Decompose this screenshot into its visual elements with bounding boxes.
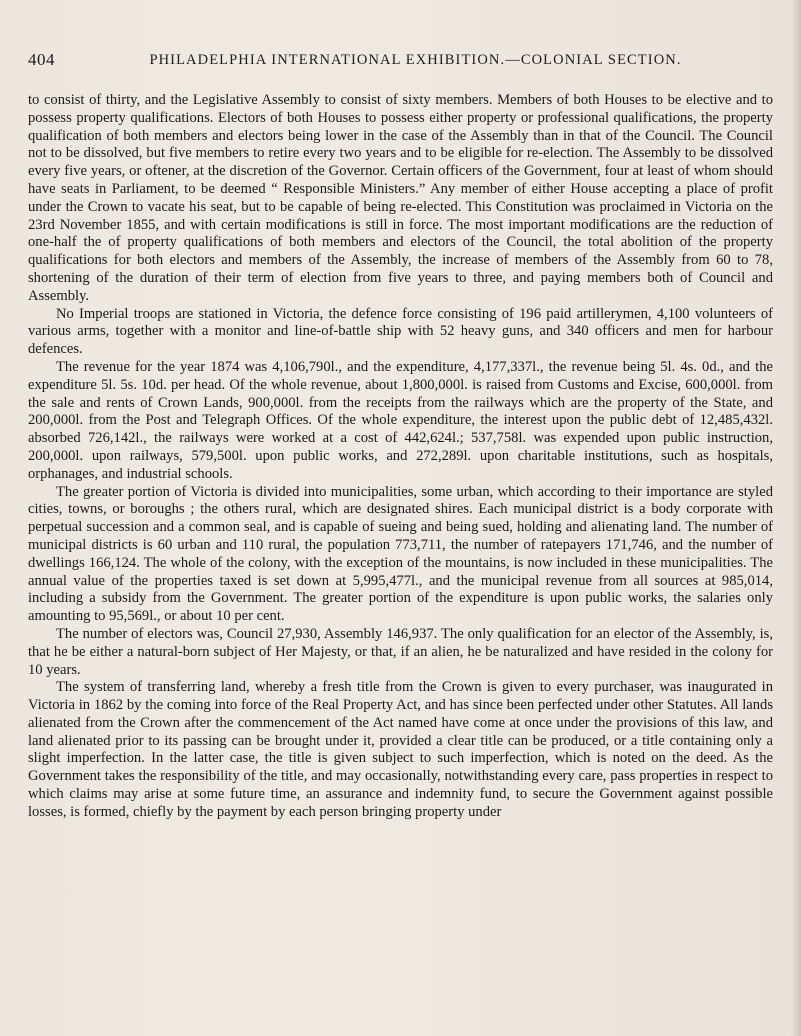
paragraph-revenue: The revenue for the year 1874 was 4,106,790l., and the expenditure, 4,177,337l., the revenue being 5l. 4s. 0d., and the expenditure 5l. 5s. 10d. per head. Of the whole revenue, about 1,800,000l. is raised from Customs and Excise, 600,000l. from the sale and rents of Crown Lands, 900,000l. from the receipts from the railways which are the property of the State, and 200,000l. from the Post and Telegraph Offices. Of the whole expenditure, the interest upon the public debt of 12,485,432l. absorbed 726,142l., the railways were worked at a cost of 442,624l.; 537,758l. was expended upon public instruction, 200,000l. upon railways, 579,500l. upon public works, and 272,289l. upon charitable institutions, such as hospitals, orphanages, and industrial schools. (28, 358, 773, 482)
running-head (28, 50, 773, 74)
running-head-title: PHILADELPHIA INTERNATIONAL EXHIBITION.—COLONIAL SECTION. (149, 52, 682, 68)
paragraph-land-transfer: The system of transferring land, whereby a fresh title from the Crown is given to every purchaser, was inaugurated in Victoria in 1862 by the coming into force of the Real Property Act, and has since been perfected under other Statutes. All lands alienated from the Crown after the commencement of the Act named have come at once under the provisions of this law, and land alienated prior to its passing can be brought under it, provided a clear title can be produced, or a title containing only a slight imperfection. In the latter case, the title is given subject to such imperfection, which is noted on the deed. As the Government takes the responsibility of the title, and may occasionally, notwithstanding every care, pass properties in respect to which claims may arise at some future time, an assurance and indemnity fund, to secure the Government against possible losses, is formed, chiefly by the payment by each person bringing property under (28, 679, 773, 820)
paragraph-defence: No Imperial troops are stationed in Victoria, the defence force consisting of 196 paid artillerymen, 4,100 volunteers of various arms, together with a monitor and line-of-battle ship with 52 heavy guns, and 340 officers and men for harbour defences. (28, 305, 773, 358)
paragraph-electors: The number of electors was, Council 27,930, Assembly 146,937. The only qualification for an elector of the Assembly, is, that he be either a natural-born subject of Her Majesty, or that, if an alien, he be naturalized and have resided in the colony for 10 years. (28, 625, 773, 678)
paragraph-municipalities: The greater portion of Victoria is divided into municipalities, some urban, which according to their importance are styled cities, towns, or boroughs ; the others rural, which are designated shires. Each municipal district is a body corporate with perpetual succession and a common seal, and is capable of sueing and being sued, holding and alienating land. The number of municipal districts is 60 urban and 110 rural, the population 773,711, the number of ratepayers 171,746, and the number of dwellings 166,124. The whole of the colony, with the exception of the mountains, is now included in these municipalities. The annual value of the properties taxed is set down at 5,995,477l., and the municipal revenue from all sources at 985,014, including a subsidy from the Government. The greater portion of the expenditure is upon public works, the salaries only amounting to 95,569l., or about 10 per cent. (28, 483, 773, 625)
paragraph-constitution: to consist of thirty, and the Legislative Assembly to consist of sixty members. Members of both Houses to be elective and to possess property qualifications. Electors of both Houses to possess either property or professional qualifications, the property qualification of both members and electors being lower in the case of the Assembly than in that of the Council. The Council not to be dissolved, but five members to retire every two years and to be eligible for re-election. The Assembly to be dissolved every five years, or oftener, at the discretion of the Governor. Certain officers of the Government, four at least of whom should have seats in Parliament, to be deemed “ Responsible Ministers.” Any member of either House accepting a place of profit under the Crown to vacate his seat, but to be capable of being re-elected. This Constitution was proclaimed in Victoria on the 23rd November 1855, and with certain modifications is still in force. The most important modifications are the reduction of one-half the of property qualifications of both members and electors of the Council, the total abolition of the property qualifications for both electors and members of the Assembly, the increase of members of the Assembly from 60 to 78, shortening of the duration of their term of election from five years to three, and paying members both of Council and Assembly. (28, 92, 773, 304)
page-number: 404 (28, 50, 55, 69)
body-text (28, 92, 773, 822)
page-edge-shadow (791, 0, 801, 1036)
